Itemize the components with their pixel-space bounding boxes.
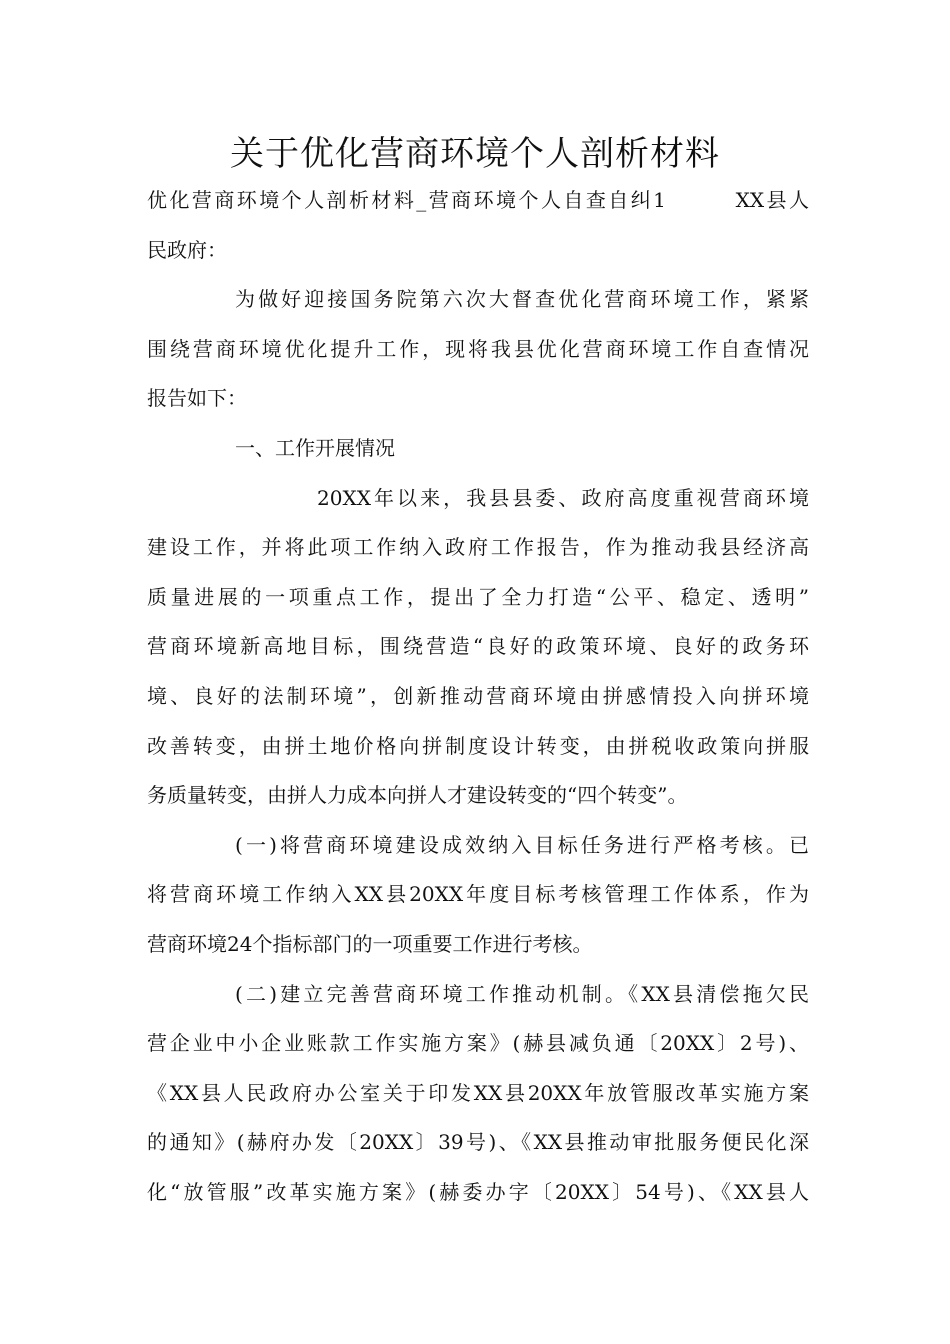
- text-line: 营商环境24个指标部门的一项重要工作进行考核。: [147, 931, 593, 956]
- text-line: 营企业中小企业账款工作实施方案》(赫县减负通〔20XX〕2号)、: [147, 1031, 809, 1056]
- text-line: 的通知》(赫府办发〔20XX〕39号)、《XX县推动审批服务便民化深: [147, 1130, 809, 1155]
- text-line: (一)将营商环境建设成效纳入目标任务进行严格考核。已: [235, 832, 809, 857]
- section-heading: 一、工作开展情况: [235, 435, 395, 460]
- text-line: 为做好迎接国务院第六次大督查优化营商环境工作，紧紧: [235, 287, 809, 312]
- text-line: 务质量转变，由拼人力成本向拼人才建设转变的“四个转变”。: [147, 783, 688, 808]
- text-line: 将营商环境工作纳入XX县20XX年度目标考核管理工作体系，作为: [147, 882, 809, 907]
- text-line: 改善转变，由拼土地价格向拼制度设计转变，由拼税收政策向拼服: [147, 733, 809, 758]
- text-line: 围绕营商环境优化提升工作，现将我县优化营商环境工作自查情况: [147, 336, 809, 361]
- text-line: 境、良好的法制环境”，创新推动营商环境由拼感情投入向拼环境: [147, 683, 809, 708]
- text-line: (二)建立完善营商环境工作推动机制。《XX县清偿拖欠民: [235, 981, 809, 1006]
- document-title: 关于优化营商环境个人剖析材料: [230, 134, 720, 174]
- document-body: [147, 176, 809, 1217]
- text-line: 优化营商环境个人剖析材料_营商环境个人自查自纠1 XX县人: [147, 188, 809, 212]
- text-line: 化“放管服”改革实施方案》(赫委办字〔20XX〕54号)、《XX县人: [147, 1179, 809, 1204]
- text-line: 《XX县人民政府办公室关于印发XX县20XX年放管服改革实施方案: [147, 1080, 809, 1105]
- text-line: 质量进展的一项重点工作，提出了全力打造“公平、稳定、透明”: [147, 584, 809, 609]
- text-line: 营商环境新高地目标，围绕营造“良好的政策环境、良好的政务环: [147, 634, 809, 659]
- text-line: 建设工作，并将此项工作纳入政府工作报告，作为推动我县经济高: [147, 535, 809, 560]
- text-line: 20XX年以来，我县县委、政府高度重视营商环境: [317, 485, 809, 510]
- text-line: 报告如下：: [147, 386, 247, 411]
- text-line: 民政府：: [147, 237, 227, 262]
